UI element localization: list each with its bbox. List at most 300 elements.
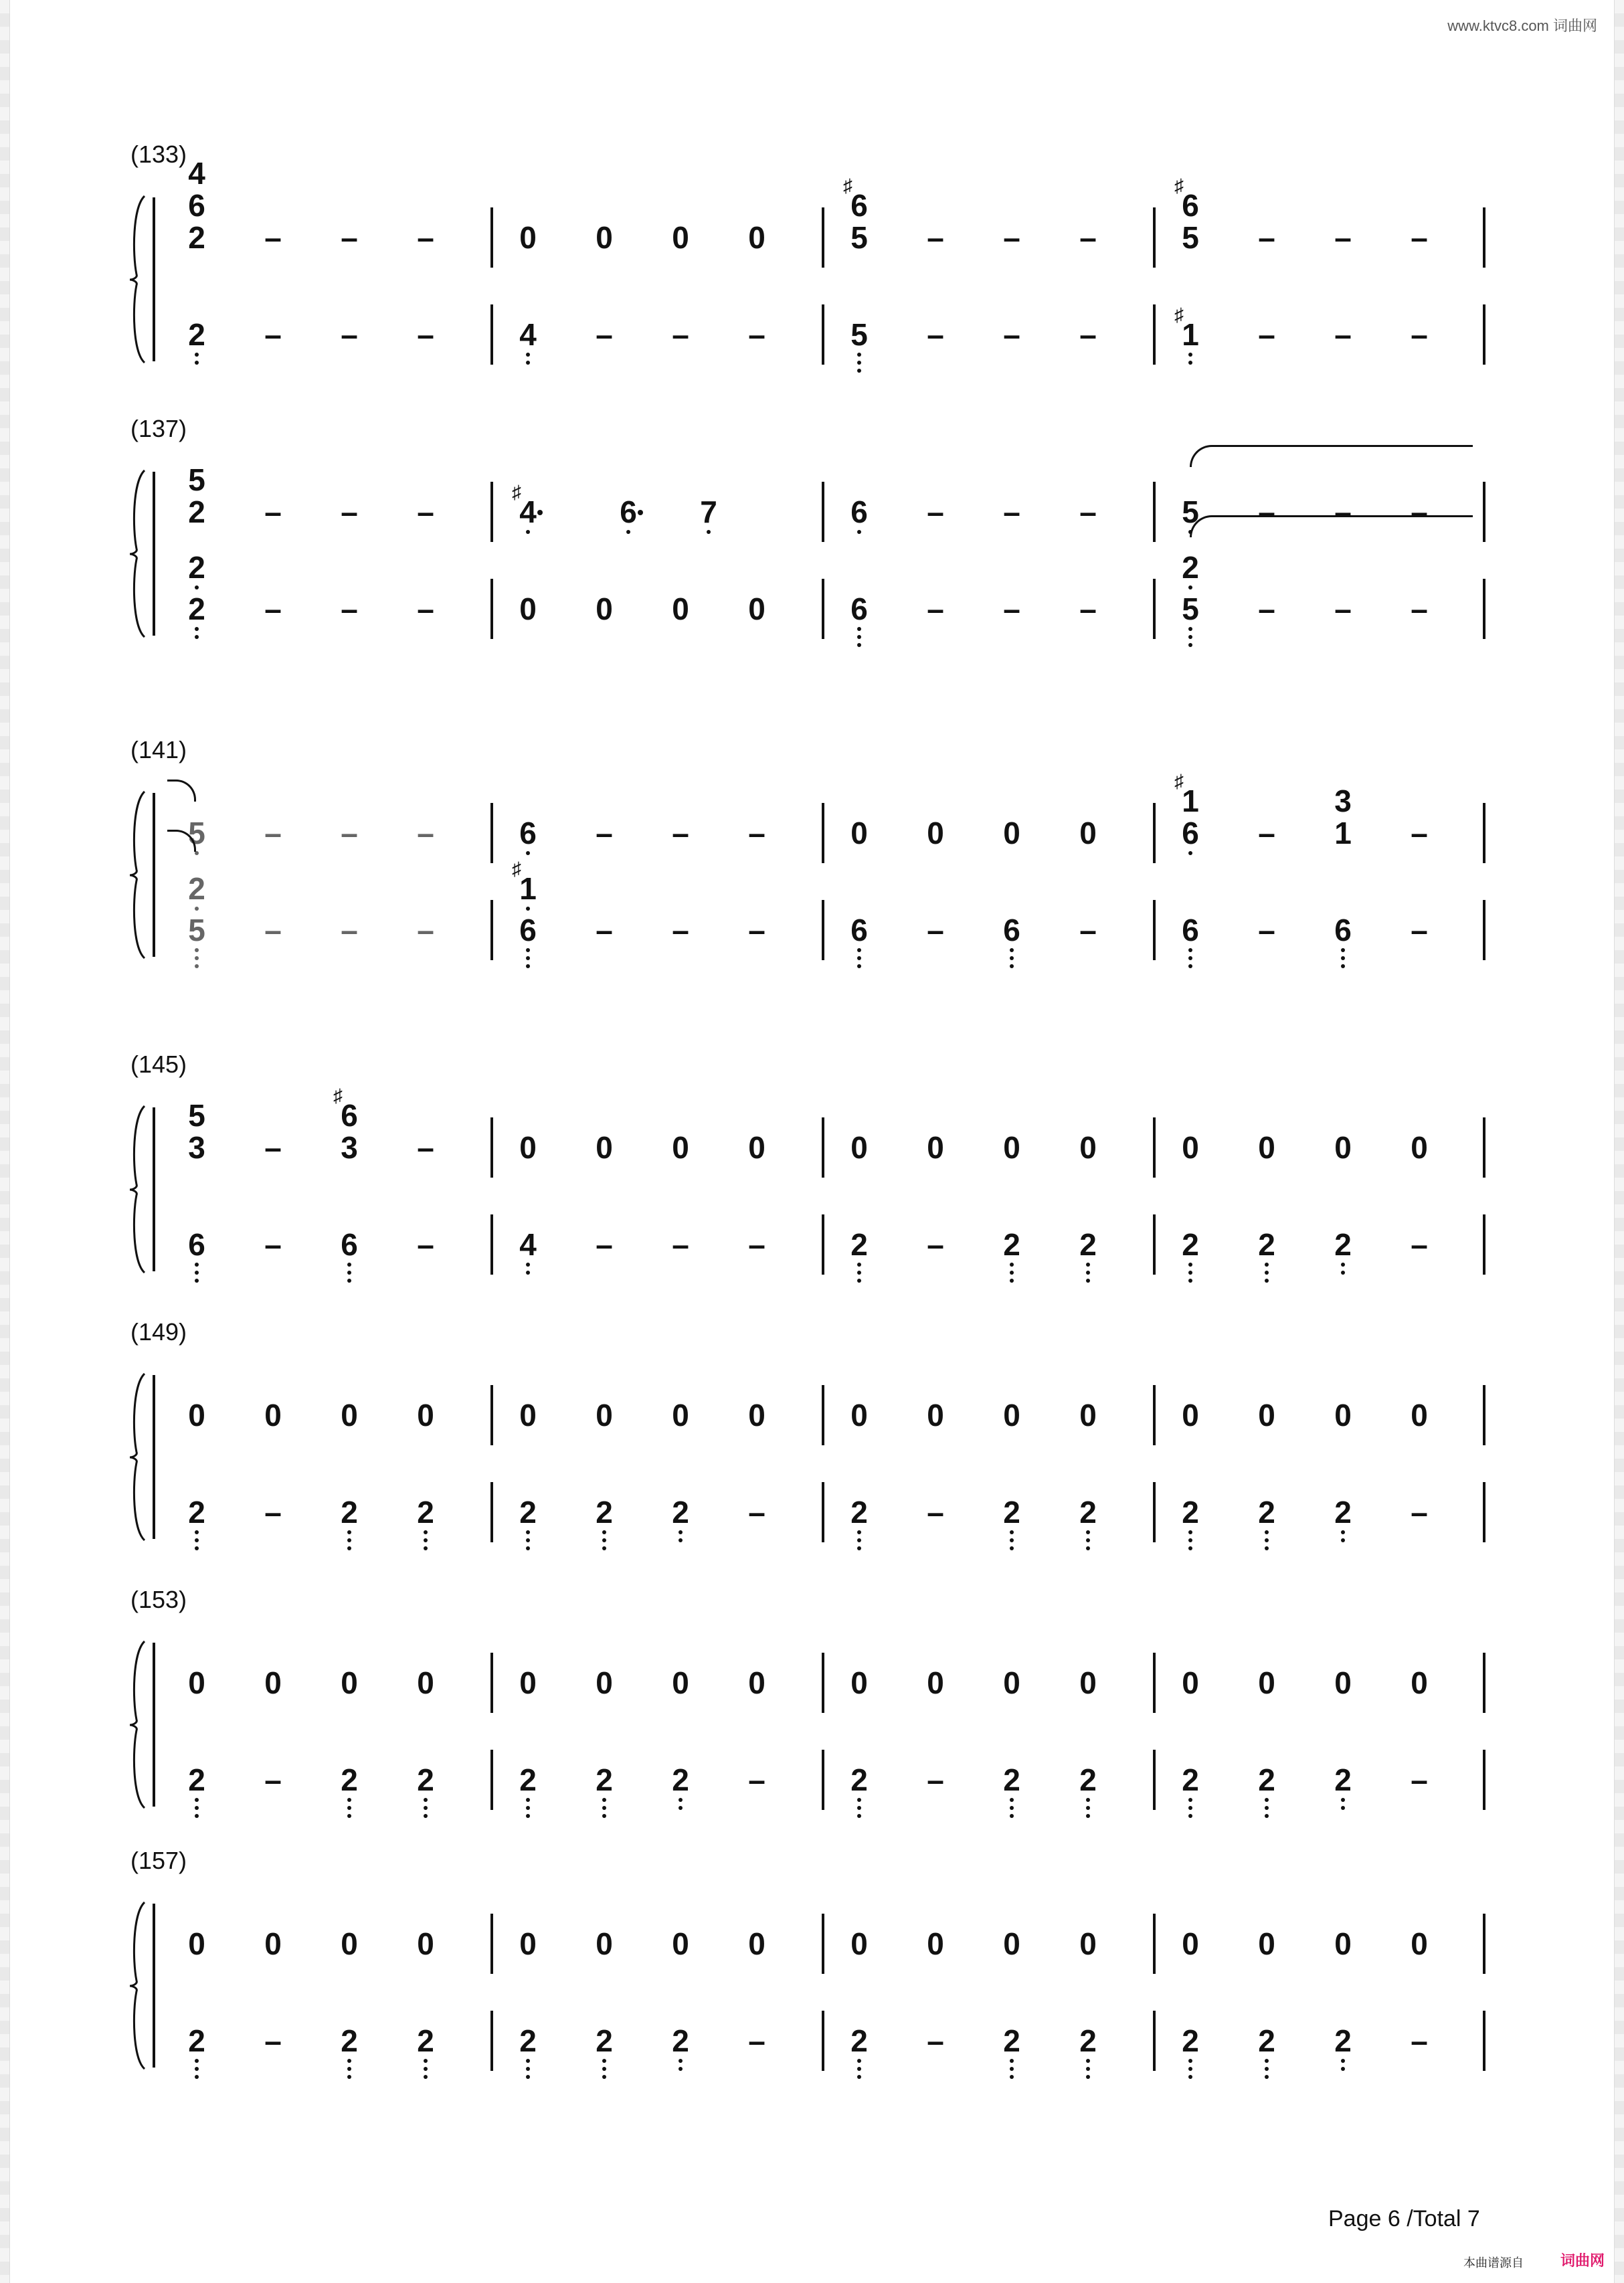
note-digit xyxy=(508,2025,548,2056)
octave-dot xyxy=(1265,1538,1269,1542)
rest-note xyxy=(329,1667,369,1698)
note-value: 2 xyxy=(341,2023,358,2058)
rest-note xyxy=(737,593,777,624)
octave-dot xyxy=(857,353,861,357)
note-value: 2 xyxy=(672,2023,689,2058)
octave-dot xyxy=(526,1538,530,1542)
rest-note xyxy=(992,818,1032,848)
tie-slur xyxy=(1190,515,1473,537)
note-value: – xyxy=(927,1762,944,1797)
octave-dot xyxy=(1010,1806,1014,1810)
chord-tone xyxy=(177,464,217,495)
note-value: 0 xyxy=(1182,1926,1199,1961)
note-digit xyxy=(177,593,217,624)
note-value: – xyxy=(341,816,358,850)
rest-note xyxy=(737,1132,777,1163)
note-value: 0 xyxy=(1182,1130,1199,1165)
octave-dot xyxy=(195,1271,199,1275)
chord-tone xyxy=(1170,175,1210,223)
rest-note xyxy=(584,1132,624,1163)
note-digit xyxy=(508,1229,548,1260)
barline xyxy=(1483,2011,1485,2071)
octave-dot xyxy=(1010,1814,1014,1818)
rest-note xyxy=(253,1400,293,1431)
chord-tone-value: 4 xyxy=(188,156,205,191)
octave-dot xyxy=(857,1546,861,1550)
note-digit xyxy=(1170,915,1210,945)
chord-tone-value: 1 xyxy=(1182,784,1199,818)
note-value: 5 xyxy=(850,220,868,255)
octave-dot xyxy=(1086,1546,1090,1550)
dash-note xyxy=(329,496,369,527)
note-value: 2 xyxy=(672,1762,689,1797)
rest-note xyxy=(1323,1667,1363,1698)
note-value: 6 xyxy=(1003,913,1020,947)
note-digit xyxy=(839,2025,879,2056)
octave-dot xyxy=(1010,2067,1014,2071)
note-value: 1 xyxy=(1334,816,1352,850)
octave-dot xyxy=(1188,2059,1192,2063)
augmentation-dot xyxy=(638,510,643,515)
note-digit xyxy=(1247,2025,1287,2056)
octave-dot xyxy=(1188,948,1192,952)
note-value: – xyxy=(1411,1495,1428,1530)
dash-note xyxy=(253,818,293,848)
octave-dot xyxy=(602,1798,606,1802)
measure-number: (157) xyxy=(130,1847,187,1874)
note-value: 2 xyxy=(672,1495,689,1530)
note-value: – xyxy=(1258,220,1275,255)
note-digit xyxy=(329,1229,369,1260)
note-value: 2 xyxy=(1334,1762,1352,1797)
note-value: 0 xyxy=(748,1665,765,1700)
note-digit xyxy=(608,496,648,527)
site-watermark: www.ktvc8.com 词曲网 xyxy=(1447,17,1597,34)
note-digit xyxy=(177,1764,217,1795)
octave-dot xyxy=(1341,1271,1345,1275)
note-value: 2 xyxy=(341,1762,358,1797)
system-barline xyxy=(153,197,155,361)
note-value: 2 xyxy=(1258,1762,1275,1797)
rest-note xyxy=(1247,1667,1287,1698)
note-value: 2 xyxy=(417,1762,434,1797)
note-digit xyxy=(508,915,548,945)
dash-note xyxy=(1399,915,1439,945)
note-value: 0 xyxy=(1079,1926,1097,1961)
rest-note xyxy=(660,593,701,624)
note-digit xyxy=(1323,1497,1363,1528)
octave-dot xyxy=(424,2059,428,2063)
note-digit xyxy=(660,1497,701,1528)
octave-dot xyxy=(857,1814,861,1818)
chord-tone xyxy=(1170,552,1210,583)
dash-note xyxy=(915,222,956,253)
note-value: – xyxy=(264,317,282,352)
score-system xyxy=(0,415,1624,656)
octave-dot xyxy=(1086,1798,1090,1802)
note-value: 0 xyxy=(1334,1665,1352,1700)
octave-dot xyxy=(1188,964,1192,968)
note-value: – xyxy=(1079,220,1097,255)
rest-note xyxy=(992,1928,1032,1959)
rest-note xyxy=(508,222,548,253)
note-value: 0 xyxy=(1334,1926,1352,1961)
dash-note xyxy=(329,915,369,945)
octave-dot xyxy=(679,1798,683,1802)
note-value: 0 xyxy=(748,1398,765,1433)
octave-dot xyxy=(1341,1263,1345,1267)
note-value: 6 xyxy=(1182,913,1199,947)
note-value: 0 xyxy=(264,1665,282,1700)
note-value: 1 xyxy=(1182,317,1199,352)
note-value: 0 xyxy=(850,1130,868,1165)
barline xyxy=(822,1653,824,1713)
score-system xyxy=(0,1318,1624,1559)
octave-dot xyxy=(526,1263,530,1267)
note-value: 0 xyxy=(1411,1398,1428,1433)
note-value: – xyxy=(1258,816,1275,850)
barline xyxy=(1483,207,1485,268)
barline xyxy=(490,1482,493,1542)
note-value: 6 xyxy=(188,1227,205,1262)
note-value: 5 xyxy=(188,816,205,850)
note-value: – xyxy=(417,816,434,850)
octave-dot xyxy=(526,851,530,855)
dash-note xyxy=(1399,222,1439,253)
rest-note xyxy=(915,1667,956,1698)
octave-dot xyxy=(857,1538,861,1542)
note-value: 2 xyxy=(1182,1227,1199,1262)
barline xyxy=(1153,2011,1156,2071)
note-digit xyxy=(1247,1229,1287,1260)
rest-note xyxy=(737,1928,777,1959)
note-digit xyxy=(1323,818,1363,848)
system-barline xyxy=(153,1107,155,1271)
note-value: 0 xyxy=(596,220,613,255)
dash-note xyxy=(737,1229,777,1260)
note-value: 0 xyxy=(1182,1398,1199,1433)
octave-dot xyxy=(424,2075,428,2079)
note-value: 5 xyxy=(1182,591,1199,626)
octave-dot xyxy=(424,1530,428,1534)
note-value: 0 xyxy=(596,1926,613,1961)
octave-dot xyxy=(526,2059,530,2063)
octave-dot xyxy=(1188,1798,1192,1802)
note-value: 5 xyxy=(1182,220,1199,255)
note-value: 2 xyxy=(1003,1227,1020,1262)
note-value: 0 xyxy=(519,1398,537,1433)
octave-dot xyxy=(1188,1814,1192,1818)
octave-dot xyxy=(1341,2059,1345,2063)
dash-note xyxy=(660,818,701,848)
rest-note xyxy=(1399,1400,1439,1431)
sharp-sign: ♯ xyxy=(1174,771,1184,792)
note-value: 0 xyxy=(748,1926,765,1961)
note-value: – xyxy=(1258,913,1275,947)
barline xyxy=(822,579,824,639)
dash-note xyxy=(405,319,446,350)
dash-note xyxy=(1399,1497,1439,1528)
rest-note xyxy=(1068,1400,1108,1431)
rest-note xyxy=(992,1400,1032,1431)
dash-note xyxy=(1247,818,1287,848)
note-value: 0 xyxy=(519,591,537,626)
octave-dot xyxy=(1188,353,1192,357)
note-value: 2 xyxy=(417,2023,434,2058)
barline xyxy=(490,1214,493,1275)
dash-note xyxy=(915,915,956,945)
note-value: – xyxy=(1411,317,1428,352)
note-value: 2 xyxy=(1182,1495,1199,1530)
chord-tone xyxy=(1323,786,1363,816)
rest-note xyxy=(1068,1667,1108,1698)
octave-dot xyxy=(1188,635,1192,639)
barline xyxy=(490,803,493,863)
dash-note xyxy=(584,1229,624,1260)
barline xyxy=(1153,1117,1156,1178)
note-value: – xyxy=(341,913,358,947)
octave-dot xyxy=(526,353,530,357)
barline xyxy=(1153,1750,1156,1810)
rest-note xyxy=(915,818,956,848)
octave-dot xyxy=(1010,1530,1014,1534)
octave-dot xyxy=(602,1814,606,1818)
note-value: – xyxy=(927,1227,944,1262)
note-value: 0 xyxy=(264,1398,282,1433)
octave-dot xyxy=(1010,948,1014,952)
note-value: – xyxy=(1411,816,1428,850)
dash-note xyxy=(584,319,624,350)
note-digit xyxy=(992,915,1032,945)
note-digit xyxy=(839,593,879,624)
system-barline xyxy=(153,1643,155,1807)
chord-tone xyxy=(1170,771,1210,818)
octave-dot xyxy=(857,1798,861,1802)
note-digit xyxy=(1068,1764,1108,1795)
octave-dot xyxy=(347,1538,351,1542)
score-system xyxy=(0,1051,1624,1291)
note-value: – xyxy=(264,2023,282,2058)
note-value: 6 xyxy=(1182,816,1199,850)
note-digit xyxy=(177,319,217,350)
barline xyxy=(822,1214,824,1275)
barline xyxy=(490,207,493,268)
note-value: – xyxy=(927,317,944,352)
barline xyxy=(490,1117,493,1178)
octave-dot xyxy=(626,530,630,534)
barline xyxy=(1483,1653,1485,1713)
chord-tone xyxy=(177,158,217,189)
octave-dot xyxy=(857,964,861,968)
note-value: 2 xyxy=(850,1495,868,1530)
note-digit xyxy=(839,1229,879,1260)
dash-note xyxy=(737,2025,777,2056)
rest-note xyxy=(177,1667,217,1698)
rest-note xyxy=(508,1132,548,1163)
rest-note xyxy=(405,1400,446,1431)
note-digit xyxy=(1170,1764,1210,1795)
note-value: 0 xyxy=(1411,1130,1428,1165)
note-value: 2 xyxy=(519,1762,537,1797)
note-digit xyxy=(508,319,548,350)
note-digit xyxy=(839,1497,879,1528)
dash-note xyxy=(253,1497,293,1528)
system-barline xyxy=(153,1375,155,1539)
octave-dot xyxy=(1086,1530,1090,1534)
barline xyxy=(822,900,824,960)
system-barline xyxy=(153,1904,155,2068)
octave-dot xyxy=(1188,956,1192,960)
octave-dot xyxy=(857,956,861,960)
note-value: 0 xyxy=(596,1398,613,1433)
octave-dot xyxy=(1265,1814,1269,1818)
note-digit xyxy=(177,1229,217,1260)
octave-dot xyxy=(1010,2059,1014,2063)
note-digit xyxy=(1170,222,1210,253)
note-digit xyxy=(329,1132,369,1163)
chord-tone-value: 6 xyxy=(341,1098,358,1133)
chord-tone-value: 3 xyxy=(1334,784,1352,818)
chord-tone xyxy=(177,190,217,221)
note-value: 0 xyxy=(1079,1398,1097,1433)
dash-note xyxy=(1323,593,1363,624)
note-value: – xyxy=(417,317,434,352)
note-value: – xyxy=(748,1762,765,1797)
dash-note xyxy=(405,915,446,945)
chord-tone xyxy=(508,858,548,906)
octave-dot xyxy=(347,1798,351,1802)
note-digit xyxy=(1068,2025,1108,2056)
barline xyxy=(1153,1385,1156,1445)
dash-note xyxy=(915,2025,956,2056)
octave-dot xyxy=(195,1538,199,1542)
chord-tone xyxy=(839,175,879,223)
rest-note xyxy=(1247,1132,1287,1163)
note-value: – xyxy=(1079,913,1097,947)
rest-note xyxy=(177,1928,217,1959)
note-digit xyxy=(1068,1497,1108,1528)
octave-dot xyxy=(1010,1271,1014,1275)
note-value: – xyxy=(672,913,689,947)
note-digit xyxy=(1247,1497,1287,1528)
note-digit xyxy=(177,915,217,945)
rest-note xyxy=(584,1928,624,1959)
note-value: – xyxy=(1411,591,1428,626)
note-digit xyxy=(1170,2025,1210,2056)
barline xyxy=(1153,1653,1156,1713)
rest-note xyxy=(584,1667,624,1698)
dash-note xyxy=(915,496,956,527)
note-value: 0 xyxy=(264,1926,282,1961)
chord-tone xyxy=(177,873,217,904)
rest-note xyxy=(660,222,701,253)
octave-dot xyxy=(1010,964,1014,968)
note-value: 2 xyxy=(1334,2023,1352,2058)
rest-note xyxy=(508,1400,548,1431)
dash-note xyxy=(915,1229,956,1260)
octave-dot xyxy=(1265,2067,1269,2071)
rest-note xyxy=(737,1667,777,1698)
note-value: – xyxy=(341,494,358,529)
note-value: 0 xyxy=(672,1130,689,1165)
note-digit xyxy=(405,1497,446,1528)
barline xyxy=(490,1750,493,1810)
rest-note xyxy=(405,1928,446,1959)
dash-note xyxy=(915,319,956,350)
dash-note xyxy=(1247,319,1287,350)
note-digit xyxy=(508,818,548,848)
note-value: 0 xyxy=(1411,1926,1428,1961)
note-value: 2 xyxy=(188,591,205,626)
chord-tone-value: 6 xyxy=(1182,188,1199,223)
dash-note xyxy=(1247,593,1287,624)
note-value: 2 xyxy=(341,1495,358,1530)
note-value: – xyxy=(1003,494,1020,529)
octave-dot xyxy=(1265,1546,1269,1550)
note-value: 6 xyxy=(850,913,868,947)
octave-dot xyxy=(347,1263,351,1267)
note-value: – xyxy=(264,816,282,850)
barline xyxy=(822,1914,824,1974)
barline xyxy=(490,579,493,639)
note-value: 0 xyxy=(1258,1398,1275,1433)
note-value: 5 xyxy=(1182,494,1199,529)
octave-dot xyxy=(1341,948,1345,952)
dash-note xyxy=(1399,1764,1439,1795)
octave-dot xyxy=(1188,627,1192,631)
note-value: 2 xyxy=(596,2023,613,2058)
octave-dot xyxy=(195,627,199,631)
chord-tone-value: 2 xyxy=(1182,550,1199,585)
note-value: 0 xyxy=(672,1926,689,1961)
octave-dot xyxy=(347,1271,351,1275)
note-digit xyxy=(177,1497,217,1528)
rest-note xyxy=(660,1928,701,1959)
note-value: – xyxy=(1079,494,1097,529)
octave-dot xyxy=(195,948,199,952)
note-value: – xyxy=(417,1130,434,1165)
rest-note xyxy=(1068,1928,1108,1959)
octave-dot xyxy=(1188,643,1192,647)
dash-note xyxy=(992,222,1032,253)
dash-note xyxy=(253,1132,293,1163)
note-value: 0 xyxy=(672,220,689,255)
octave-dot xyxy=(1086,2059,1090,2063)
note-value: 0 xyxy=(927,1130,944,1165)
octave-dot xyxy=(1188,851,1192,855)
note-digit xyxy=(508,482,548,529)
barline xyxy=(1153,803,1156,863)
note-digit xyxy=(660,2025,701,2056)
note-value: 0 xyxy=(341,1398,358,1433)
note-value: 3 xyxy=(341,1130,358,1165)
octave-dot xyxy=(1010,1279,1014,1283)
octave-dot xyxy=(424,1806,428,1810)
note-digit xyxy=(508,1764,548,1795)
note-value: 2 xyxy=(417,1495,434,1530)
dash-note xyxy=(253,915,293,945)
octave-dot xyxy=(347,2075,351,2079)
chord-tone-value: 5 xyxy=(188,462,205,497)
note-value: 0 xyxy=(596,591,613,626)
note-value: 3 xyxy=(188,1130,205,1165)
note-value: 0 xyxy=(672,1665,689,1700)
note-value: – xyxy=(1411,220,1428,255)
note-value: 0 xyxy=(1003,1130,1020,1165)
page-indicator: Page 6 /Total 7 xyxy=(1328,2206,1480,2231)
chord-tone-value: 6 xyxy=(850,188,868,223)
note-value: – xyxy=(596,913,613,947)
